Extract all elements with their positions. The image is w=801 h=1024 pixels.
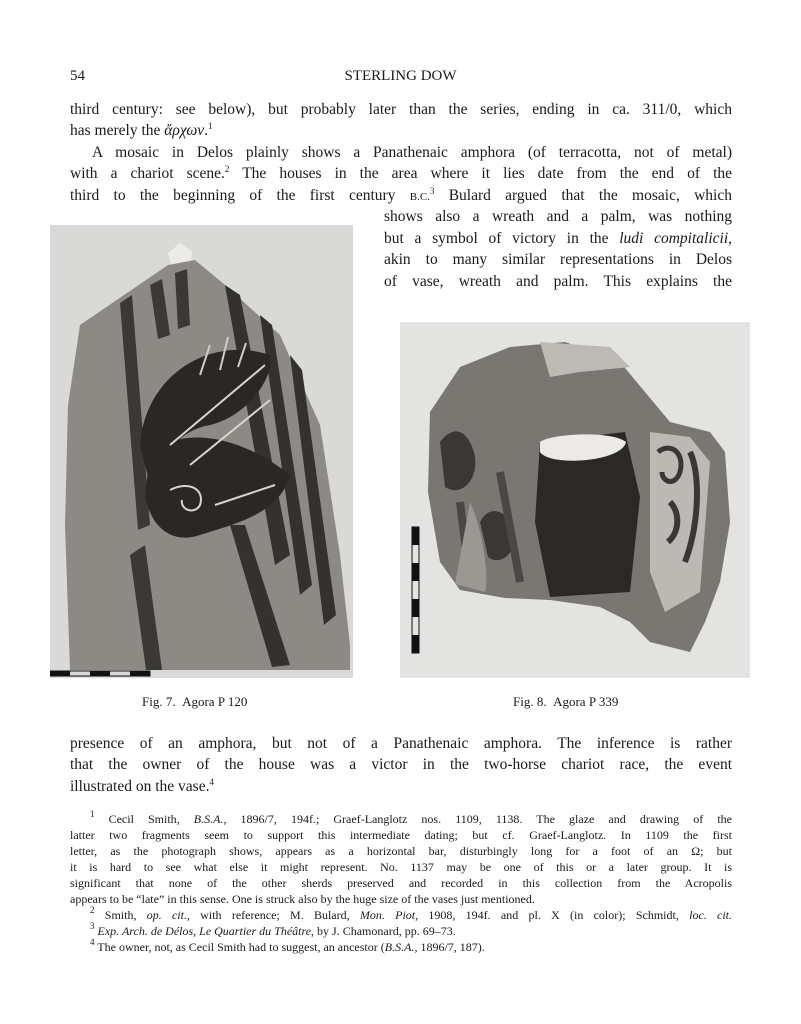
body-line-5: third to the beginning of the first century B.C.$^3$ Bulard argued that the mosaic, which <box>70 186 732 204</box>
body-line-7: but a symbol of victory in the ludi compitalicii, <box>384 230 733 247</box>
body-line-9: of vase, wreath and palm. This explains the <box>384 273 732 290</box>
running-title: STERLING DOW <box>344 68 457 84</box>
figure-7-caption: Fig. 7. Agora P 120 <box>142 694 248 709</box>
body-line-1: third century: see below), but probably later than the series, ending in ca. 311/0, which <box>70 101 732 118</box>
footnote-1-line-3: letter, as the photograph shows, appears as a horizontal bar, disturbingly long for a foot of an Ω; but <box>70 844 732 858</box>
figure-8-photo <box>400 322 750 678</box>
footnote-1-line-6: appears to be “late” in this sense. One is struck also by the huge size of the vases just mentioned. <box>70 892 535 906</box>
body-line-2: has merely the ἄρχων.$^1$ <box>70 121 213 139</box>
body-line-10: presence of an amphora, but not of a Panathenaic amphora. The inference is rather <box>70 735 732 752</box>
figure-8-caption: Fig. 8. Agora P 339 <box>513 694 619 709</box>
body-line-8: akin to many similar representations in Delos <box>384 251 732 268</box>
body-line-12: illustrated on the vase.$^4$ <box>70 777 214 795</box>
footnote-1-line-1: $^1$ Cecil Smith, B.S.A., 1896/7, 194f.; Graef-Langlotz nos. 1109, 1138. The glaze and drawing of the <box>90 809 732 826</box>
footnote-4: $^4$ The owner, not, as Cecil Smith had to suggest, an ancestor (B.S.A., 1896/7, 187). <box>90 937 485 954</box>
figure-7-photo <box>50 225 353 678</box>
footnote-2: $^2$ Smith, op. cit., with reference; M. Bulard, Mon. Piot, 1908, 194f. and pl. X (in color); Schmidt, loc. cit. <box>90 905 733 922</box>
page-number: 54 <box>70 68 85 84</box>
footnote-3: $^3$ Exp. Arch. de Délos, Le Quartier du Théâtre, by J. Chamonard, pp. 69–73. <box>90 921 456 938</box>
body-line-11: that the owner of the house was a victor in the two-horse chariot race, the event <box>70 756 732 773</box>
footnote-1-line-4: it is hard to see what else it might represent. No. 1137 may be one of this or a later group. It is <box>70 860 732 874</box>
body-line-6: shows also a wreath and a palm, was nothing <box>384 208 732 225</box>
footnote-1-line-2: latter two fragments seem to support this intermediate dating; but cf. Graef-Langlotz. In 1109 the first <box>70 828 732 842</box>
body-line-3: A mosaic in Delos plainly shows a Panathenaic amphora (of terracotta, not of metal) <box>92 144 732 161</box>
footnote-1-line-5: significant that none of the other sherds preserved and recorded in this collection from the Acropolis <box>70 876 732 890</box>
body-line-4: with a chariot scene.$^2$ The houses in the area where it lies date from the end of the <box>70 164 733 182</box>
